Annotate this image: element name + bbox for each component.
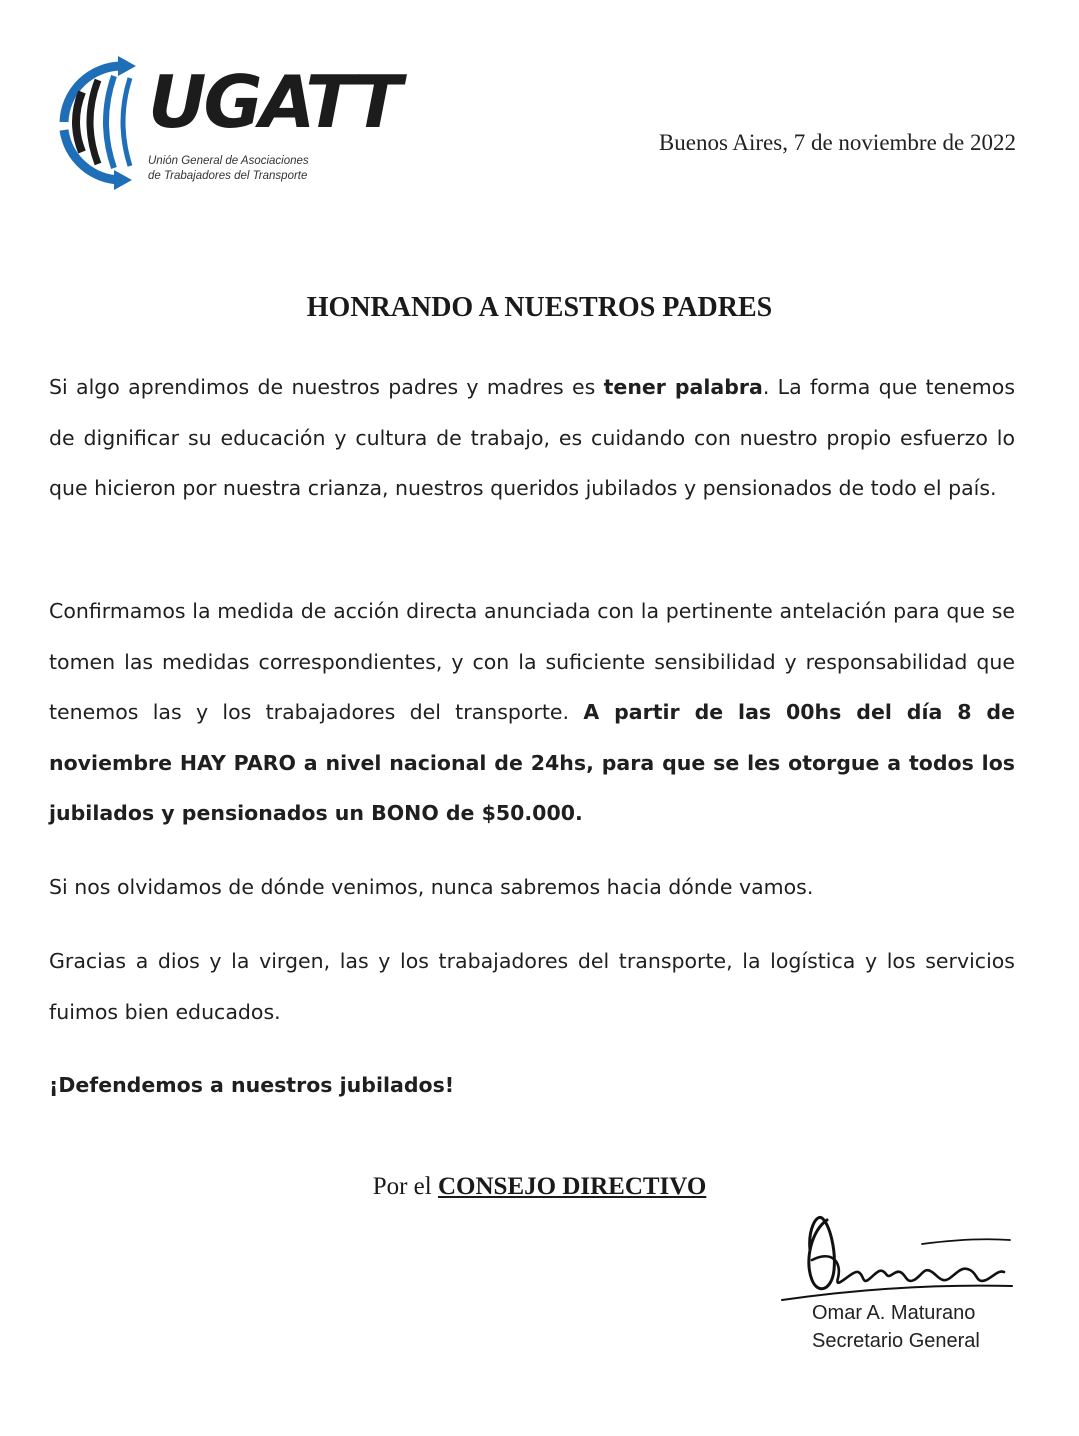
signatory-name: Omar A. Maturano	[812, 1302, 976, 1324]
document-date: Buenos Aires, 7 de noviembre de 2022	[658, 130, 1016, 155]
document-title: HONRANDO A NUESTROS PADRES	[306, 292, 773, 323]
paragraph-5	[49, 1060, 1015, 1111]
paragraph-2	[49, 586, 1015, 839]
logo-subtitle-line1: Unión General de Asociaciones	[148, 155, 309, 167]
paragraph-3: Si nos olvidamos de dónde venimos, nunca sabremos hacia dónde vamos.	[49, 875, 814, 899]
paragraph-1	[49, 362, 1015, 514]
p1-bold: tener palabra	[603, 375, 763, 399]
logo-wordmark: UGATT	[148, 60, 400, 144]
handwritten-signature	[772, 1200, 1022, 1310]
p1-text-after: . La forma que tenemos de dignificar su educación y cultura de trabajo, es cuidando con nuestro propio esfuerzo lo que hicieron por nuestra crianza, nuestros queridos jubilados y pensionados de todo el país.	[49, 375, 1016, 500]
paragraph-4: Gracias a dios y la virgen, las y los trabajadores del transporte, la logística y los servicios fuimos bien educados.	[49, 949, 1015, 1024]
signatory-role: Secretario General	[812, 1330, 980, 1352]
closing-line	[0, 1173, 1079, 1201]
closing-organ: CONSEJO DIRECTIVO	[437, 1173, 707, 1200]
ugatt-logo	[52, 52, 400, 192]
p5-bold: ¡Defendemos a nuestros jubilados!	[49, 1073, 455, 1097]
logo-subtitle-line2: de Trabajadores del Transporte	[148, 170, 308, 182]
p2-text-before: Confirmamos la medida de acción directa anunciada con la pertinente antelación para que se tomen las medidas correspondientes, y con la suficiente sensibilidad y responsabilidad que tenemos las y los trabajadores del transporte.	[49, 599, 1015, 724]
globe-arrows-icon	[52, 52, 152, 192]
p2-bold: A partir de las 00hs del día 8 de noviembre HAY PARO a nivel nacional de 24hs, para que se les otorgue a todos los jubilados y pensionados un BONO de $50.000.	[49, 700, 1015, 825]
logo-subtitle	[148, 154, 309, 184]
closing-prefix: Por el	[372, 1173, 438, 1200]
p1-text-before: Si algo aprendimos de nuestros padres y madres es	[49, 375, 604, 399]
